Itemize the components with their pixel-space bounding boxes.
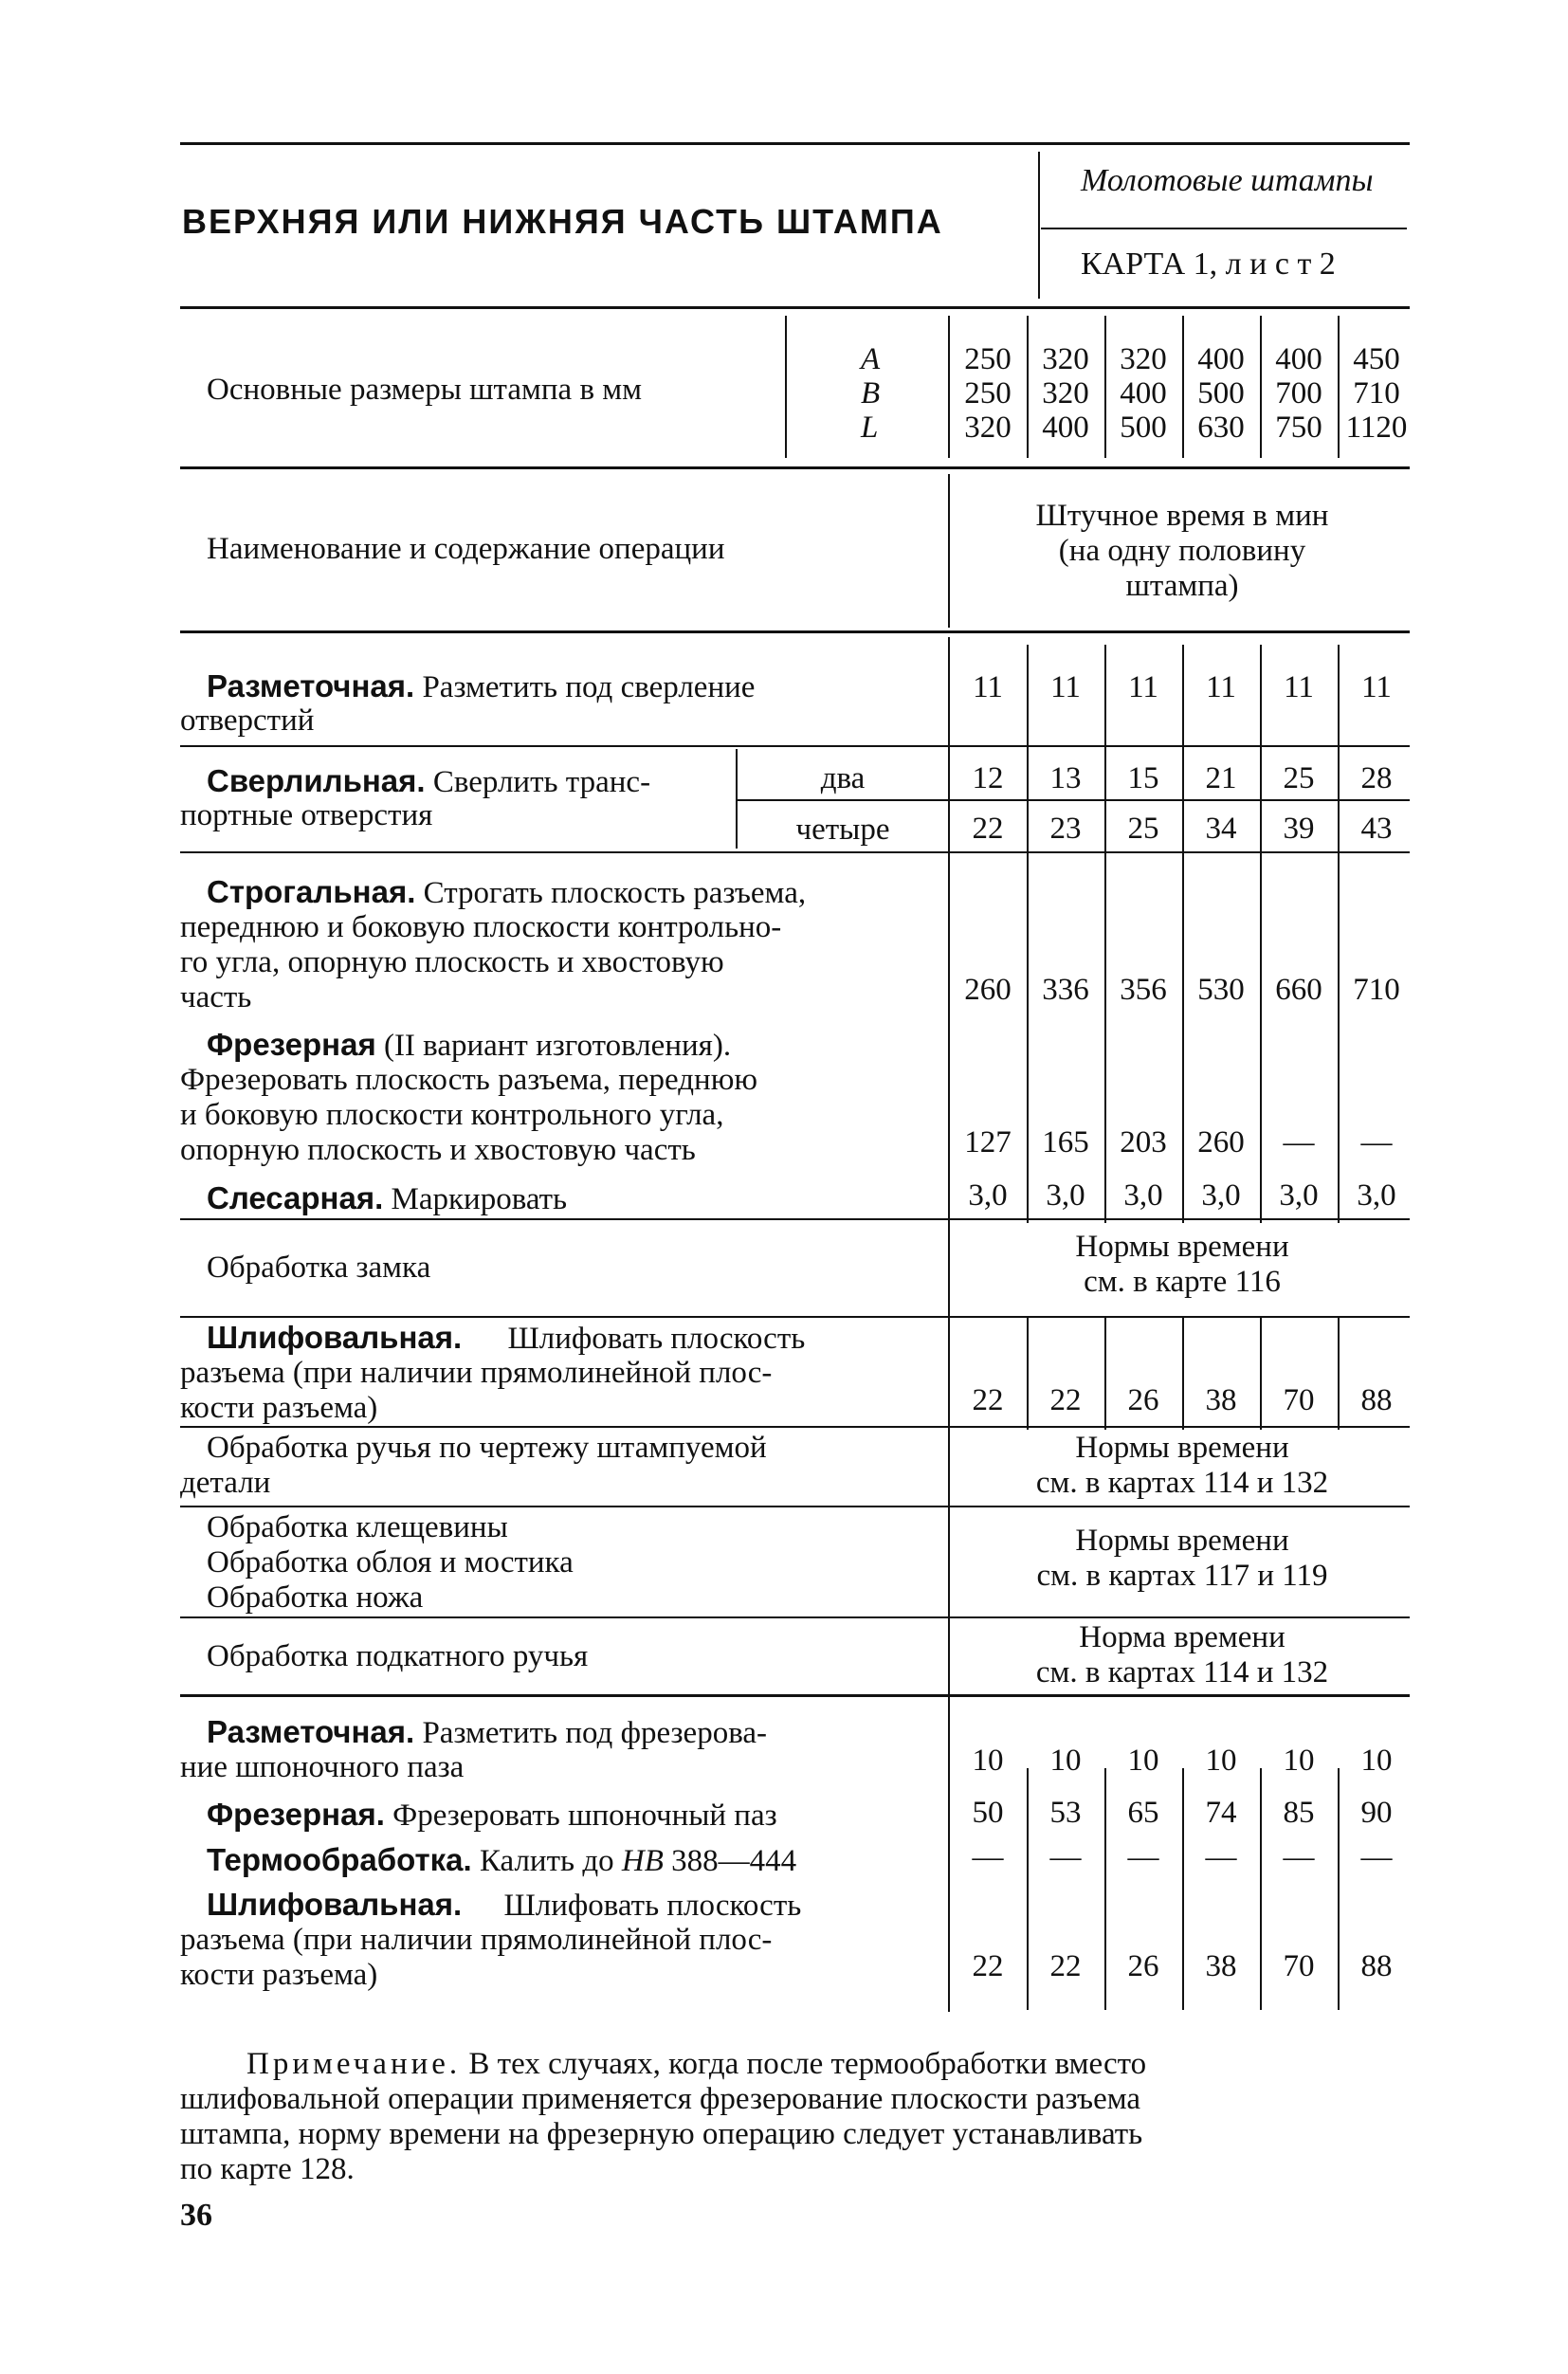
ref-line1: Нормы времени [1075,1524,1289,1558]
time-value: 11 [1361,670,1392,704]
row-frezernaya-l3: и боковую плоскости контрольного угла, [180,1098,724,1132]
card-label: КАРТА 1, л и с т 2 [1081,247,1336,282]
ref-line1: Нормы времени [1075,1431,1289,1465]
dim-value: 250 [964,376,1012,411]
row-rule [180,745,1410,747]
top-rule [180,142,1410,145]
row-obrabotka-nozha: Обработка ножа [207,1580,424,1615]
row-frezernaya-l4: опорную плоскость и хвостовую часть [180,1133,696,1167]
dim-value: 630 [1197,411,1245,445]
time-value: 43 [1360,812,1393,846]
row-rule [180,1616,1410,1618]
time-value: 11 [1050,670,1081,704]
time-value: 3,0 [1279,1178,1319,1213]
time-value: — [1049,1840,1082,1874]
page-number: 36 [180,2198,212,2233]
row-razmetochnaya-1-cont: отверстий [180,703,315,738]
time-value: 10 [1049,1744,1082,1778]
row-obrabotka-kleshceviny: Обработка клещевины [207,1510,508,1544]
time-value: 34 [1205,812,1237,846]
operation-column-header: Наименование и содержание операции [207,532,725,566]
dim-value: 500 [1120,411,1167,445]
time-value: 3,0 [1123,1178,1163,1213]
time-value: 356 [1120,973,1167,1007]
time-value: 260 [1197,1125,1245,1160]
dimensions-label: Основные размеры штампа в мм [207,373,643,407]
row-razmetochnaya-2: Разметочная. Разметить под фрезерова- [207,1714,767,1750]
time-value: 165 [1042,1125,1089,1160]
row-obrabotka-rucha-l2: детали [180,1466,271,1500]
note-line4: по карте 128. [180,2152,355,2186]
row-shlifovalnaya-2-l3: кости разъема) [180,1958,378,1992]
time-header-line3: штампа) [1125,569,1239,603]
time-value: 3,0 [968,1178,1008,1213]
dim-value: 320 [964,411,1012,445]
time-value: 70 [1283,1383,1315,1417]
row-slesarnaya: Слесарная. Маркировать [207,1180,568,1216]
dim-value: 750 [1275,411,1322,445]
time-value: — [1283,1125,1315,1160]
time-value: 74 [1205,1796,1237,1830]
time-value: 11 [1284,670,1314,704]
time-value: — [972,1840,1004,1874]
row-strogalnaya-l2: переднюю и боковую плоскости контрольно- [180,910,782,944]
time-value: 65 [1127,1796,1159,1830]
row-shlifovalnaya-2-l2: разъема (при наличии прямолинейной плос- [180,1923,773,1957]
note-line1: Примечание. В тех случаях, когда после термообработки вместо [246,2047,1147,2081]
time-value: 3,0 [1046,1178,1085,1213]
dim-value: 320 [1042,342,1089,376]
time-value: 660 [1275,973,1322,1007]
dim-value: 400 [1197,342,1245,376]
time-value: 15 [1127,761,1159,795]
row-termoobrabotka: Термообработка. Калить до НВ 388—444 [207,1842,797,1878]
row-frezernaya-l2: Фрезеровать плоскость разъема, переднюю [180,1063,758,1097]
dim-value: 450 [1353,342,1400,376]
time-value: 10 [1205,1744,1237,1778]
time-value: 90 [1360,1796,1393,1830]
time-value: 12 [972,761,1004,795]
sub-label-dva: два [820,761,866,795]
time-value: 22 [972,812,1004,846]
row-razmetochnaya-1: Разметочная. Разметить под сверление [207,668,756,704]
row-rule [180,851,1410,853]
table-header-rule [180,630,1410,633]
time-value: 28 [1360,761,1393,795]
dim-value: 400 [1120,376,1167,411]
dim-value: 400 [1275,342,1322,376]
row-rule [180,1218,1410,1220]
row-strogalnaya-l3: го угла, опорную плоскость и хвостовую [180,945,724,979]
time-value: 3,0 [1357,1178,1396,1213]
time-value: 22 [972,1383,1004,1417]
ref-line2: см. в картах 114 и 132 [1035,1466,1329,1500]
time-value: 336 [1042,973,1089,1007]
time-value: 26 [1127,1383,1159,1417]
time-value: 85 [1283,1796,1315,1830]
time-value: 22 [972,1949,1004,1983]
time-value: 10 [1127,1744,1159,1778]
note-line3: штампа, норму времени на фрезерную операцию следует устанавливать [180,2117,1143,2151]
time-value: 88 [1360,1383,1393,1417]
time-value: 22 [1049,1949,1082,1983]
row-strogalnaya-l4: часть [180,980,252,1014]
time-value: 22 [1049,1383,1082,1417]
ref-line1: Нормы времени [1075,1230,1289,1264]
page-title: ВЕРХНЯЯ ИЛИ НИЖНЯЯ ЧАСТЬ ШТАМПА [182,202,943,241]
dim-letter-b: B [861,376,881,411]
dim-value: 700 [1275,376,1322,411]
time-value: 38 [1205,1949,1237,1983]
time-value: 23 [1049,812,1082,846]
time-value: 10 [1360,1744,1393,1778]
row-podkatnogo-rucha: Обработка подкатного ручья [207,1639,589,1673]
ref-line1: Норма времени [1079,1620,1285,1654]
time-value: 3,0 [1201,1178,1241,1213]
header-divider [1038,152,1040,299]
row-obrabotka-obloya: Обработка облоя и мостика [207,1545,574,1580]
time-value: 26 [1127,1949,1159,1983]
time-value: 70 [1283,1949,1315,1983]
row-sverlilnaya: Сверлильная. Сверлить транс- [207,763,651,799]
dim-bottom-rule [180,466,1410,469]
row-strogalnaya: Строгальная. Строгать плоскость разъема, [207,874,807,910]
dim-value: 250 [964,342,1012,376]
ref-line2: см. в картах 114 и 132 [1035,1655,1329,1689]
time-value: — [1127,1840,1159,1874]
row-sverlilnaya-cont: портные отверстия [180,798,433,832]
time-value: 127 [964,1125,1012,1160]
dim-value: 1120 [1345,411,1408,445]
header-inner-rule [1041,228,1407,229]
time-header-line1: Штучное время в мин [1035,499,1329,533]
time-value: 38 [1205,1383,1237,1417]
time-value: 530 [1197,973,1245,1007]
time-value: 13 [1049,761,1082,795]
time-value: 50 [972,1796,1004,1830]
dim-letter-l: L [861,411,879,445]
time-value: 10 [1283,1744,1315,1778]
time-value: — [1205,1840,1237,1874]
row-frezernaya-2: Фрезерная. Фрезеровать шпоночный паз [207,1797,777,1833]
header-bottom-rule [180,306,1410,309]
sub-label-chetyre: четыре [795,813,890,847]
time-value: 710 [1353,973,1400,1007]
time-header-line2: (на одну половину [1058,534,1306,568]
note-line2: шлифовальной операции применяется фрезерование плоскости разъема [180,2082,1141,2116]
row-rule [180,1426,1410,1428]
time-value: — [1360,1125,1393,1160]
time-value: 11 [973,670,1003,704]
dim-divider [785,316,787,458]
dim-value: 500 [1197,376,1245,411]
dim-value: 710 [1353,376,1400,411]
row-shlifovalnaya-1-l3: кости разъема) [180,1391,378,1425]
row-rule [180,1316,1410,1318]
row-rule [180,1506,1410,1507]
row-rule-heavy [180,1694,1410,1697]
ref-line2: см. в картах 117 и 119 [1036,1559,1328,1593]
time-value: 25 [1127,812,1159,846]
row-obrabotka-rucha: Обработка ручья по чертежу штампуемой [207,1431,767,1465]
time-value: — [1283,1840,1315,1874]
time-value: 11 [1206,670,1236,704]
time-value: 10 [972,1744,1004,1778]
time-value: — [1360,1840,1393,1874]
row-razmetochnaya-2-l2: ние шпоночного паза [180,1750,465,1784]
dim-value: 320 [1042,376,1089,411]
dim-value: 400 [1042,411,1089,445]
category-label: Молотовые штампы [1081,163,1374,198]
row-frezernaya: Фрезерная (II вариант изготовления). [207,1027,732,1063]
dim-letter-a: A [861,342,881,376]
time-value: 11 [1128,670,1158,704]
time-value: 88 [1360,1949,1393,1983]
time-value: 260 [964,973,1012,1007]
time-value: 25 [1283,761,1315,795]
row-shlifovalnaya-1: Шлифовальная. Шлифовать плоскость [207,1320,806,1356]
ref-line2: см. в карте 116 [1084,1265,1281,1299]
row-obrabotka-zamka: Обработка замка [207,1251,431,1285]
time-value: 203 [1120,1125,1167,1160]
sub-rule [738,799,1410,801]
time-value: 39 [1283,812,1315,846]
time-value: 53 [1049,1796,1082,1830]
row-shlifovalnaya-1-l2: разъема (при наличии прямолинейной плос- [180,1356,773,1390]
dim-value: 320 [1120,342,1167,376]
time-value: 21 [1205,761,1237,795]
row-shlifovalnaya-2: Шлифовальная. Шлифовать плоскость [207,1887,802,1923]
